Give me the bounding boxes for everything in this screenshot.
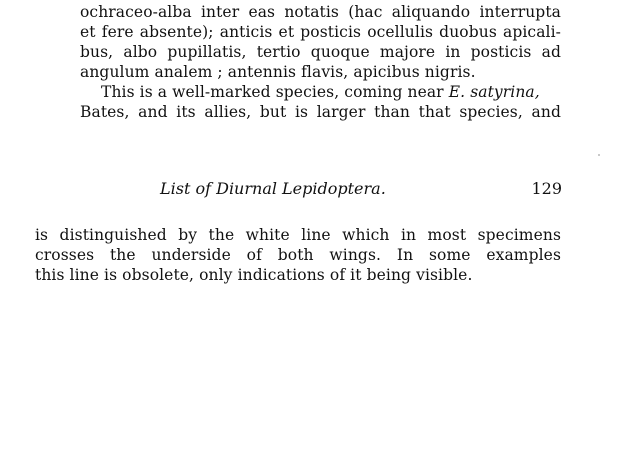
text-line: ochraceo-alba inter eas notatis (hac aliquando interrupta (80, 3, 561, 21)
running-title: List of Diurnal Lepidoptera. (160, 179, 386, 198)
text-line: angulum analem ; antennis flavis, apicibus nigris. (80, 63, 476, 81)
page-number: 129 (531, 179, 562, 198)
text-line: bus, albo pupillatis, tertio quoque majore in posticis ad (80, 43, 561, 61)
text-line: Bates, and its allies, but is larger than that species, and (80, 103, 561, 121)
text-run: This is a well-marked species, coming near (101, 83, 449, 101)
text-line: crosses the underside of both wings. In some examples (35, 246, 561, 264)
text-line (101, 82, 561, 102)
species-name: E. satyrina, (448, 83, 540, 101)
text-line: this line is obsolete, only indications of it being visible. (35, 266, 473, 284)
text-line: is distinguished by the white line which in most specimens (35, 226, 561, 244)
scan-speck (598, 154, 600, 156)
text-line: et fere absente); anticis et posticis ocellulis duobus apicali- (80, 23, 561, 41)
running-header (160, 178, 562, 200)
